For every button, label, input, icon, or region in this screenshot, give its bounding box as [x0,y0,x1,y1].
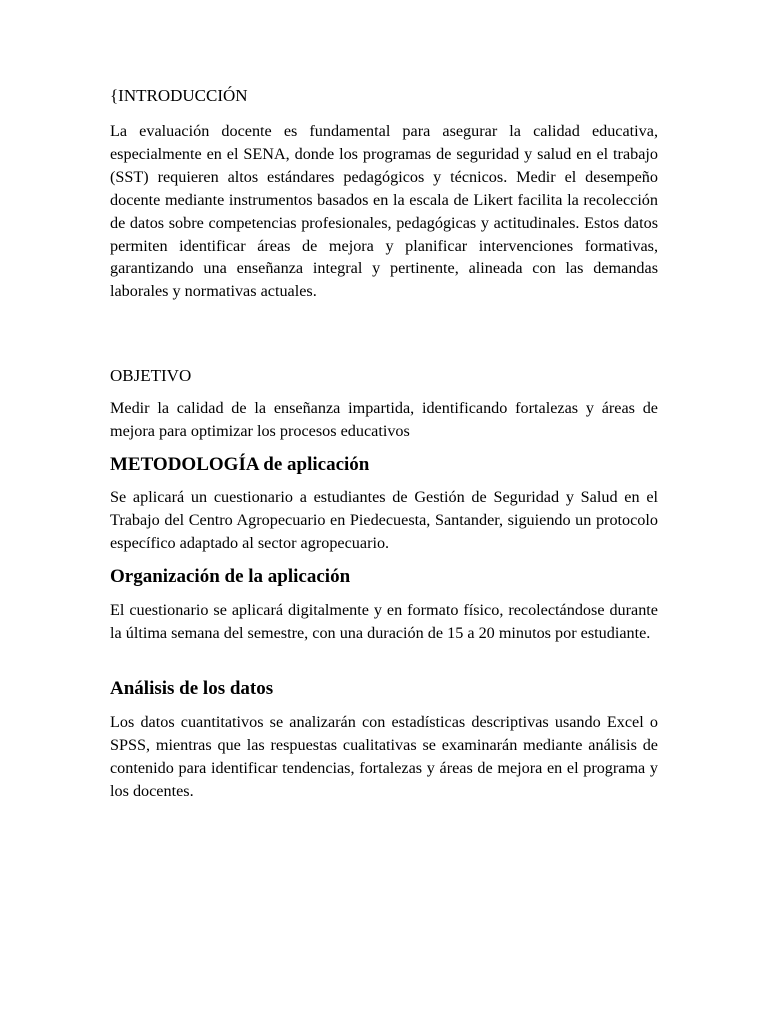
organizacion-paragraph: El cuestionario se aplicará digitalmente y en formato físico, recolectándose durante la última semana del semestre, con una duración de 15 a 20 minutos por estudiante. [110,601,658,642]
metodologia-paragraph: Se aplicará un cuestionario a estudiantes de Gestión de Seguridad y Salud en el Trabajo del Centro Agropecuario en Piedecuesta, Santander, siguiendo un protocolo específico adaptado al sector agropecuario. [110,488,658,552]
metodologia-heading: METODOLOGÍA de aplicación [110,454,370,475]
objetivo-heading: OBJETIVO [110,366,192,385]
introduccion-heading: {INTRODUCCIÓN [110,86,248,105]
analisis-paragraph: Los datos cuantitativos se analizarán con estadísticas descriptivas usando Excel o SPSS, mientras que las respuestas cualitativas se examinarán mediante análisis de contenido para identificar tendencias, fortalezas y áreas de mejora en el programa y los docentes. [110,713,658,800]
analisis-heading: Análisis de los datos [110,678,274,699]
objetivo-paragraph: Medir la calidad de la enseñanza impartida, identificando fortalezas y áreas de mejora para optimizar los procesos educativos [110,399,658,440]
document-page [110,0,658,1024]
organizacion-heading: Organización de la aplicación [110,566,351,587]
introduccion-paragraph: La evaluación docente es fundamental para asegurar la calidad educativa, especialmente en el SENA, donde los programas de seguridad y salud en el trabajo (SST) requieren altos estándares pedagógicos y técnicos. Medir el desempeño docente mediante instrumentos basados en la escala de Likert facilita la recolección de datos sobre competencias profesionales, pedagógicas y actitudinales. Estos datos permiten identificar áreas de mejora y planificar intervenciones formativas, garantizando una enseñanza integral y pertinente, alineada con las demandas laborales y normativas actuales. [110,122,658,301]
